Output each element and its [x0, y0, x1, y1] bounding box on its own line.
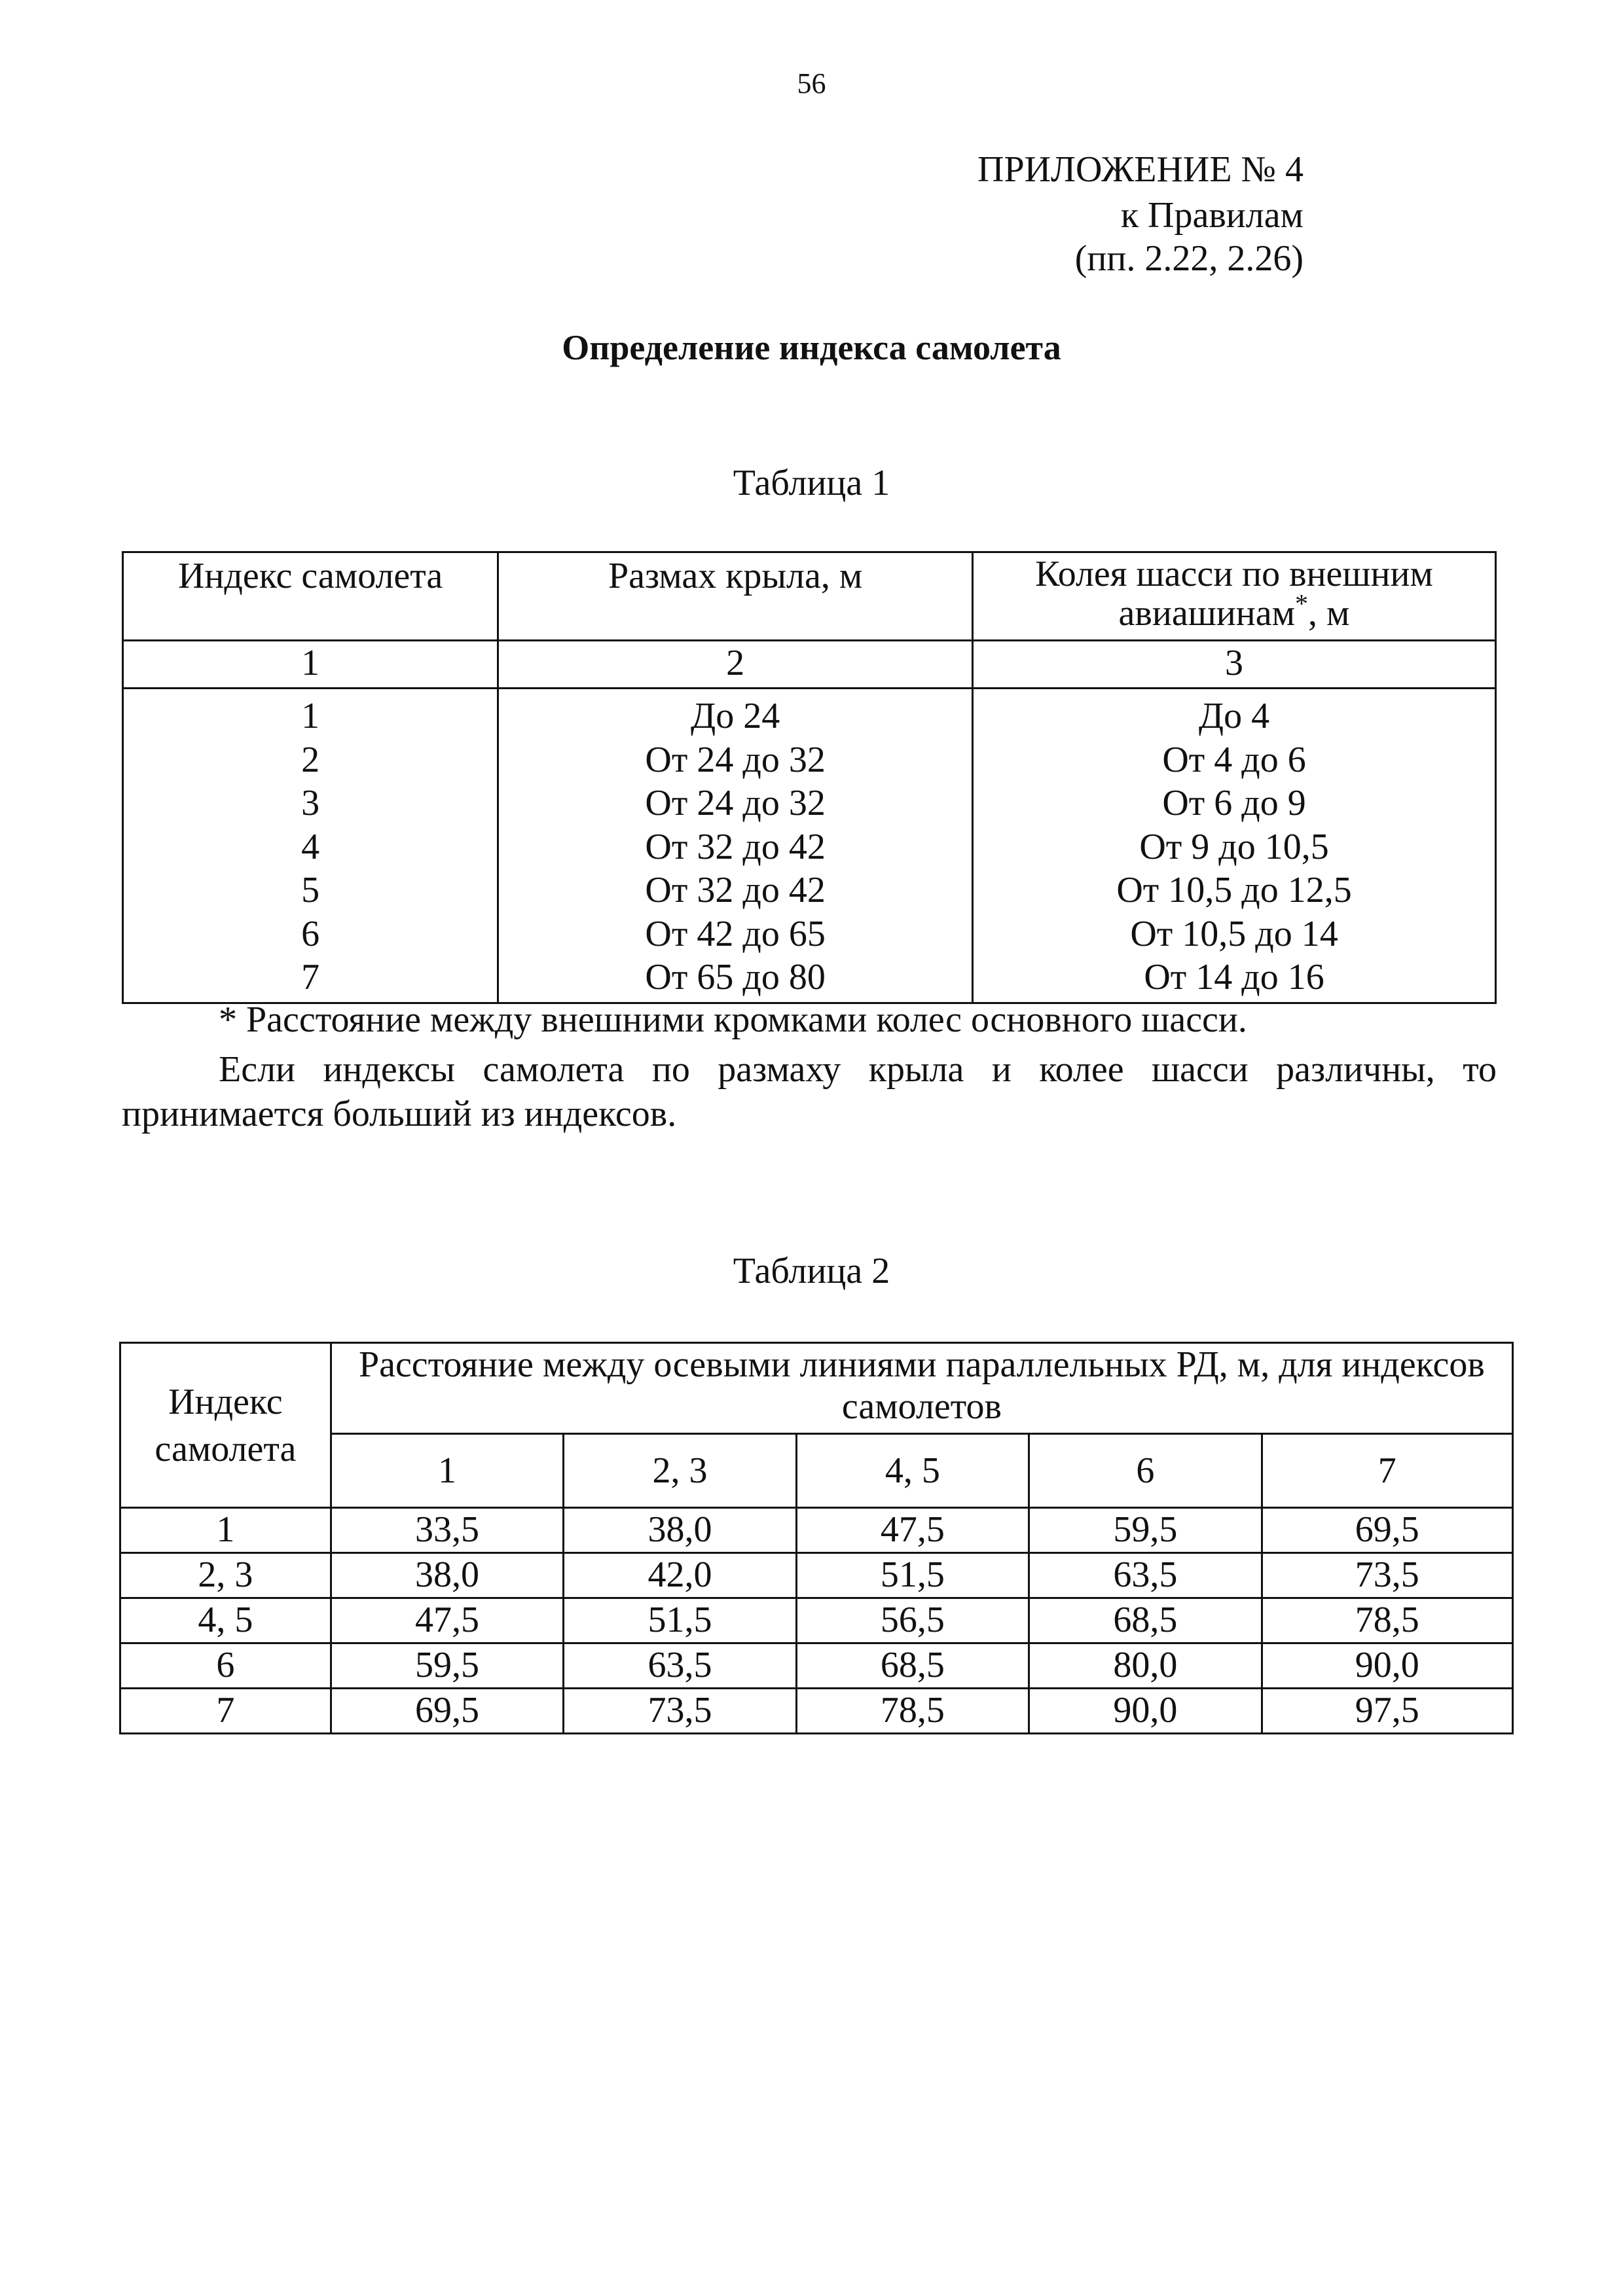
table1-track-column	[973, 689, 1496, 1003]
table2-cell: 38,0	[331, 1553, 563, 1598]
table2-row-label: 7	[120, 1689, 331, 1734]
document-title: Определение индекса самолета	[562, 328, 1061, 367]
table-row	[120, 1508, 1513, 1553]
table1-footnote: * Расстояние между внешними кромками колес основного шасси.	[219, 999, 1247, 1040]
table2-cell: 69,5	[331, 1689, 563, 1734]
page-number: 56	[797, 67, 826, 99]
table1-cell: От 32 до 42	[645, 870, 826, 910]
table1-cell: От 32 до 42	[645, 826, 826, 867]
table2-row-label: 1	[120, 1508, 331, 1553]
table1	[122, 551, 1497, 1004]
table2-cell: 69,5	[1262, 1508, 1512, 1553]
table2-cell: 59,5	[331, 1643, 563, 1689]
footnote-marker: *	[1295, 588, 1309, 619]
table2-row-label: 2, 3	[120, 1553, 331, 1598]
table2-cell: 59,5	[1029, 1508, 1262, 1553]
appendix-title: ПРИЛОЖЕНИЕ № 4	[977, 149, 1304, 190]
index-rule-paragraph: Если индексы самолета по размаху крыла и колее шасси различны, то принимается больший из индексов.	[122, 1049, 1497, 1134]
table1-header-row	[123, 552, 1496, 641]
table2-cell: 51,5	[564, 1598, 796, 1643]
table2-cell: 63,5	[1029, 1553, 1262, 1598]
table2-cell: 80,0	[1029, 1643, 1262, 1689]
table1-header-track-text: Колея шасси по внешним авиашинам	[1035, 554, 1433, 634]
table1-cell: 1	[301, 696, 320, 736]
table2-row-label: 4, 5	[120, 1598, 331, 1643]
table2-header-index: Индекс самолета	[120, 1343, 331, 1508]
table1-cell: От 24 до 32	[645, 783, 826, 823]
table2-row-label: 6	[120, 1643, 331, 1689]
table1-cell: От 24 до 32	[645, 739, 826, 780]
table1-cell: 3	[301, 783, 320, 823]
table1-cell: От 10,5 до 12,5	[1116, 870, 1352, 910]
table1-wingspan-column	[498, 689, 973, 1003]
table1-cell: 4	[301, 826, 320, 867]
table2-cell: 78,5	[1262, 1598, 1512, 1643]
table2-cell: 90,0	[1262, 1643, 1512, 1689]
table1-index-column	[123, 689, 498, 1003]
table1-column-numbers	[123, 641, 1496, 689]
table2-cell: 78,5	[796, 1689, 1029, 1734]
table1-cell: 5	[301, 870, 320, 910]
table2-cell: 51,5	[796, 1553, 1029, 1598]
appendix-rules-ref: к Правилам	[1120, 195, 1304, 236]
table2-cell: 47,5	[331, 1598, 563, 1643]
table1-cell: От 4 до 6	[1162, 739, 1306, 780]
table1-header-track	[973, 552, 1496, 641]
table1-colnum: 3	[973, 641, 1496, 689]
table1-cell: До 24	[691, 696, 780, 736]
table1-cell: От 10,5 до 14	[1130, 913, 1338, 954]
table-row	[120, 1553, 1513, 1598]
table1-cell: От 9 до 10,5	[1139, 826, 1329, 867]
table1-cell: От 65 до 80	[645, 957, 826, 997]
table-row	[120, 1689, 1513, 1734]
table2-cell: 73,5	[564, 1689, 796, 1734]
table2-caption: Таблица 2	[733, 1251, 890, 1291]
table2-cell: 33,5	[331, 1508, 563, 1553]
table1-cell: От 14 до 16	[1144, 957, 1324, 997]
table1-colnum: 1	[123, 641, 498, 689]
table2-cell: 68,5	[1029, 1598, 1262, 1643]
table2-cell: 73,5	[1262, 1553, 1512, 1598]
table2-cell: 90,0	[1029, 1689, 1262, 1734]
table2	[119, 1342, 1514, 1734]
table1-cell: 2	[301, 739, 320, 780]
table2-column-header: 2, 3	[564, 1434, 796, 1508]
table2-cell: 63,5	[564, 1643, 796, 1689]
table1-cell: 7	[301, 957, 320, 997]
table2-header-row	[120, 1343, 1513, 1434]
table1-cell: До 4	[1198, 696, 1270, 736]
table-row	[120, 1598, 1513, 1643]
table1-cell: От 6 до 9	[1162, 783, 1306, 823]
table2-column-header: 6	[1029, 1434, 1262, 1508]
table2-cell: 97,5	[1262, 1689, 1512, 1734]
table2-column-header: 7	[1262, 1434, 1512, 1508]
table2-cell: 38,0	[564, 1508, 796, 1553]
table2-cell: 42,0	[564, 1553, 796, 1598]
table2-column-header: 1	[331, 1434, 563, 1508]
table1-caption: Таблица 1	[733, 463, 890, 503]
table2-group-header: Расстояние между осевыми линиями параллельных РД, м, для индексов самолетов	[331, 1343, 1512, 1434]
table1-cell: От 42 до 65	[645, 913, 826, 954]
table2-column-header: 4, 5	[796, 1434, 1029, 1508]
table-row	[120, 1643, 1513, 1689]
table1-header-track-unit: , м	[1308, 593, 1350, 634]
table1-body	[123, 689, 1496, 1003]
table1-header-wingspan: Размах крыла, м	[498, 552, 973, 641]
table1-cell: 6	[301, 913, 320, 954]
table2-cell: 56,5	[796, 1598, 1029, 1643]
table2-cell: 47,5	[796, 1508, 1029, 1553]
table1-header-index: Индекс самолета	[123, 552, 498, 641]
table2-cell: 68,5	[796, 1643, 1029, 1689]
table1-colnum: 2	[498, 641, 973, 689]
appendix-clauses-ref: (пп. 2.22, 2.26)	[1074, 238, 1304, 279]
